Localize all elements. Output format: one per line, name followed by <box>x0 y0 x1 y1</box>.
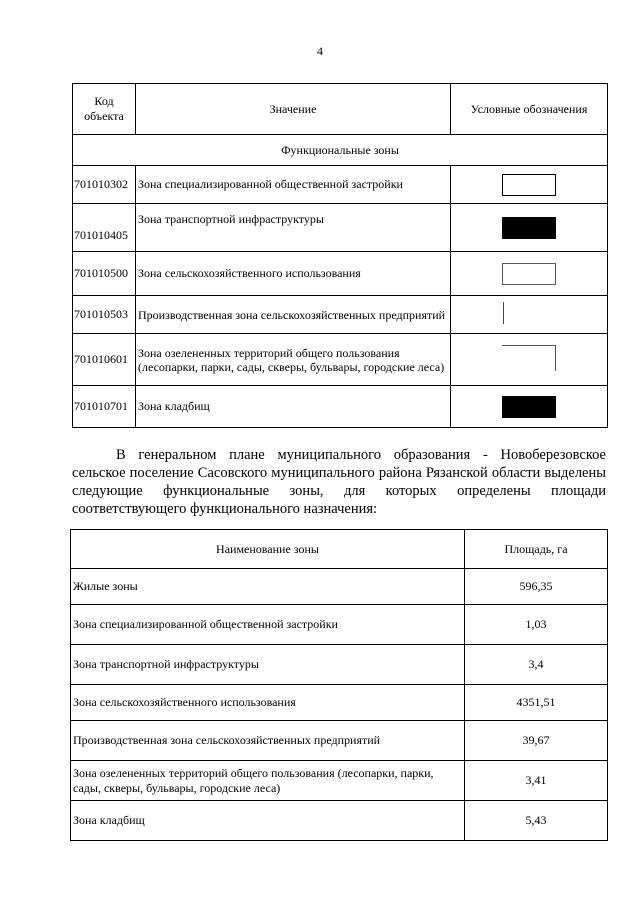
legend-symbol <box>451 296 608 334</box>
header-value: Значение <box>136 84 451 135</box>
row-name: Зона специализированной общественной застройки <box>136 166 451 204</box>
section-title: Функциональные зоны <box>73 135 608 166</box>
legend-symbol <box>451 252 608 296</box>
row-code: 701010302 <box>73 166 136 204</box>
legend-symbol <box>451 166 608 204</box>
vertical-line-symbol <box>503 302 504 324</box>
filled-box-symbol <box>502 217 556 239</box>
table-row <box>73 296 608 334</box>
row-code: 701010701 <box>73 386 136 428</box>
outline-box-symbol <box>502 174 556 196</box>
zone-area: 3,4 <box>465 645 608 685</box>
table-row <box>71 645 608 685</box>
zone-area: 596,35 <box>465 569 608 605</box>
zone-name: Зона кладбищ <box>71 801 465 841</box>
thin-box-symbol <box>502 263 556 285</box>
zone-area: 5,43 <box>465 801 608 841</box>
area-header-row <box>71 530 608 569</box>
row-code: 701010405 <box>73 204 136 252</box>
table-row <box>71 605 608 645</box>
zone-area: 39,67 <box>465 721 608 761</box>
table-row <box>73 166 608 204</box>
table-row <box>71 761 608 801</box>
row-code: 701010601 <box>73 334 136 386</box>
page-number: 4 <box>317 44 323 58</box>
header-symbol: Условные обозначения <box>451 84 608 135</box>
zone-area: 3,41 <box>465 761 608 801</box>
section-row <box>73 135 608 166</box>
table-row <box>71 801 608 841</box>
area-table <box>70 529 608 841</box>
row-name: Зона озелененных территорий общего пользования (лесопарки, парки, сады, скверы, бульвары, городские леса) <box>136 334 451 386</box>
zone-area: 1,03 <box>465 605 608 645</box>
legend-symbol <box>451 204 608 252</box>
header-area: Площадь, га <box>465 530 608 569</box>
zone-name: Зона сельскохозяйственного использования <box>71 685 465 721</box>
corner-line-symbol <box>502 345 556 371</box>
legend-table <box>72 83 608 428</box>
zone-name: Зона специализированной общественной застройки <box>71 605 465 645</box>
header-code: Код объекта <box>73 84 136 135</box>
zone-name: Производственная зона сельскохозяйственных предприятий <box>71 721 465 761</box>
zone-name: Зона озелененных территорий общего пользования (лесопарки, парки, сады, скверы, бульвары, городские леса) <box>71 761 465 801</box>
zone-name: Жилые зоны <box>71 569 465 605</box>
row-code: 701010500 <box>73 252 136 296</box>
legend-symbol <box>451 334 608 386</box>
zone-name: Зона транспортной инфраструктуры <box>71 645 465 685</box>
legend-symbol <box>451 386 608 428</box>
row-name: Зона транспортной инфраструктуры <box>136 204 451 252</box>
table-row <box>71 721 608 761</box>
body-paragraph <box>72 446 606 518</box>
table-row <box>73 334 608 386</box>
table-row <box>71 685 608 721</box>
table-row <box>73 204 608 252</box>
table-row <box>73 386 608 428</box>
row-code: 701010503 <box>73 296 136 334</box>
table-row <box>71 569 608 605</box>
filled-box-symbol <box>502 396 556 418</box>
row-name: Зона кладбищ <box>136 386 451 428</box>
table-row <box>73 252 608 296</box>
row-name: Зона сельскохозяйственного использования <box>136 252 451 296</box>
header-zone-name: Наименование зоны <box>71 530 465 569</box>
legend-header-row <box>73 84 608 135</box>
zone-area: 4351,51 <box>465 685 608 721</box>
paragraph-text: В генеральном плане муниципального образования - Новоберезовское сельское поселение Сасовского муниципального района Рязанской области выделены следующие функциональные зоны, для которых определены площади соответствующего функционального назначения: <box>72 447 606 517</box>
row-name: Производственная зона сельскохозяйственных предприятий <box>136 296 451 334</box>
